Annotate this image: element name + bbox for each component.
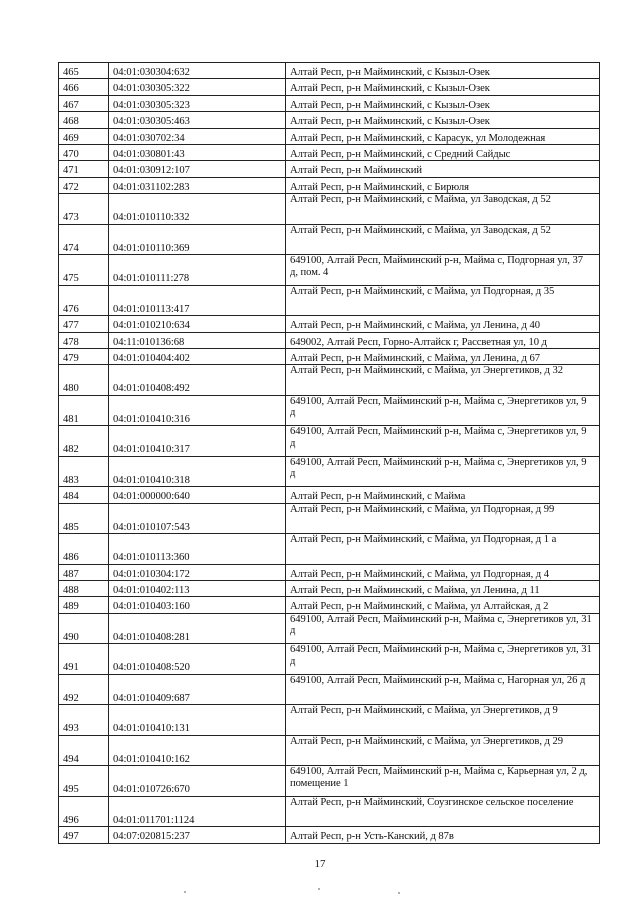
table-row xyxy=(59,365,600,396)
cadastral-number: 04:01:030305:463 xyxy=(109,112,286,128)
row-number: 469 xyxy=(59,128,109,144)
row-number: 475 xyxy=(59,255,109,286)
row-number: 492 xyxy=(59,674,109,705)
table-row xyxy=(59,112,600,128)
row-number: 483 xyxy=(59,456,109,487)
cadastral-number: 04:01:011701:1124 xyxy=(109,796,286,827)
row-number: 488 xyxy=(59,581,109,597)
table-row xyxy=(59,395,600,426)
cadastral-number: 04:11:010136:68 xyxy=(109,332,286,348)
address: 649002, Алтай Респ, Горно-Алтайск г, Рассветная ул, 10 д xyxy=(286,332,600,348)
address: Алтай Респ, р-н Майминский, с Майма xyxy=(286,487,600,503)
row-number: 494 xyxy=(59,735,109,766)
row-number: 478 xyxy=(59,332,109,348)
cadastral-number: 04:01:030305:323 xyxy=(109,95,286,111)
cadastral-number: 04:01:010404:402 xyxy=(109,348,286,364)
table-row xyxy=(59,255,600,286)
address: Алтай Респ, р-н Майминский, с Карасук, ул Молодежная xyxy=(286,128,600,144)
address: Алтай Респ, р-н Майминский xyxy=(286,161,600,177)
table-row xyxy=(59,827,600,843)
table-row xyxy=(59,674,600,705)
address: Алтай Респ, р-н Майминский, с Кызыл-Озек xyxy=(286,79,600,95)
row-number: 495 xyxy=(59,766,109,797)
address: Алтай Респ, р-н Майминский, с Майма, ул Энергетиков, д 29 xyxy=(286,735,600,766)
row-number: 486 xyxy=(59,534,109,565)
table-row xyxy=(59,503,600,534)
cadastral-number: 04:01:010107:543 xyxy=(109,503,286,534)
table-row xyxy=(59,564,600,580)
table-row xyxy=(59,79,600,95)
cadastral-number: 04:01:010111:278 xyxy=(109,255,286,286)
cadastral-table xyxy=(58,62,600,844)
address: Алтай Респ, р-н Майминский, с Майма, ул Заводская, д 52 xyxy=(286,194,600,225)
address: Алтай Респ, р-н Майминский, с Майма, ул Подгорная, д 35 xyxy=(286,285,600,316)
address: Алтай Респ, р-н Майминский, с Бирюля xyxy=(286,177,600,193)
cadastral-number: 04:01:010113:360 xyxy=(109,534,286,565)
table-row xyxy=(59,224,600,255)
address: Алтай Респ, р-н Майминский, с Майма, ул Ленина, д 11 xyxy=(286,581,600,597)
row-number: 474 xyxy=(59,224,109,255)
row-number: 470 xyxy=(59,144,109,160)
row-number: 467 xyxy=(59,95,109,111)
address: Алтай Респ, р-н Майминский, с Майма, ул Подгорная, д 4 xyxy=(286,564,600,580)
row-number: 465 xyxy=(59,63,109,79)
row-number: 496 xyxy=(59,796,109,827)
table-row xyxy=(59,63,600,79)
row-number: 473 xyxy=(59,194,109,225)
address: Алтай Респ, р-н Майминский, с Майма, ул Энергетиков, д 32 xyxy=(286,365,600,396)
row-number: 493 xyxy=(59,705,109,736)
cadastral-number: 04:01:010110:369 xyxy=(109,224,286,255)
row-number: 479 xyxy=(59,348,109,364)
row-number: 497 xyxy=(59,827,109,843)
cadastral-number: 04:01:030304:632 xyxy=(109,63,286,79)
table-row xyxy=(59,735,600,766)
address: Алтай Респ, р-н Майминский, с Майма, ул Подгорная, д 1 а xyxy=(286,534,600,565)
row-number: 481 xyxy=(59,395,109,426)
cadastral-number: 04:01:010410:318 xyxy=(109,456,286,487)
cadastral-number: 04:01:010110:332 xyxy=(109,194,286,225)
row-number: 477 xyxy=(59,316,109,332)
cadastral-number: 04:01:010210:634 xyxy=(109,316,286,332)
row-number: 489 xyxy=(59,597,109,613)
table-row xyxy=(59,534,600,565)
address: Алтай Респ, р-н Майминский, с Кызыл-Озек xyxy=(286,63,600,79)
address: 649100, Алтай Респ, Майминский р-н, Майма с, Подгорная ул, 37 д, пом. 4 xyxy=(286,255,600,286)
cadastral-number: 04:01:030801:43 xyxy=(109,144,286,160)
cadastral-number: 04:01:010402:113 xyxy=(109,581,286,597)
table-row xyxy=(59,705,600,736)
table-row xyxy=(59,644,600,675)
address: 649100, Алтай Респ, Майминский р-н, Майма с, Карьерная ул, 2 д, помещение 1 xyxy=(286,766,600,797)
table-row xyxy=(59,597,600,613)
address: 649100, Алтай Респ, Майминский р-н, Майма с, Энергетиков ул, 9 д xyxy=(286,456,600,487)
address: Алтай Респ, р-н Майминский, с Кызыл-Озек xyxy=(286,112,600,128)
table-row xyxy=(59,487,600,503)
address: 649100, Алтай Респ, Майминский р-н, Майма с, Нагорная ул, 26 д xyxy=(286,674,600,705)
table-row xyxy=(59,348,600,364)
cadastral-number: 04:01:031102:283 xyxy=(109,177,286,193)
table-row xyxy=(59,316,600,332)
row-number: 468 xyxy=(59,112,109,128)
cadastral-number: 04:01:030912:107 xyxy=(109,161,286,177)
row-number: 466 xyxy=(59,79,109,95)
row-number: 471 xyxy=(59,161,109,177)
cadastral-number: 04:01:030702:34 xyxy=(109,128,286,144)
address: 649100, Алтай Респ, Майминский р-н, Майма с, Энергетиков ул, 9 д xyxy=(286,395,600,426)
table-row xyxy=(59,128,600,144)
row-number: 484 xyxy=(59,487,109,503)
row-number: 485 xyxy=(59,503,109,534)
table-row xyxy=(59,194,600,225)
row-number: 472 xyxy=(59,177,109,193)
page-number: 17 xyxy=(314,858,326,870)
table-row xyxy=(59,95,600,111)
address: 649100, Алтай Респ, Майминский р-н, Майма с, Энергетиков ул, 31 д xyxy=(286,644,600,675)
address: Алтай Респ, р-н Майминский, с Майма, ул Энергетиков, д 9 xyxy=(286,705,600,736)
address: Алтай Респ, р-н Майминский, с Майма, ул Алтайская, д 2 xyxy=(286,597,600,613)
cadastral-number: 04:01:010410:316 xyxy=(109,395,286,426)
address: 649100, Алтай Респ, Майминский р-н, Майма с, Энергетиков ул, 9 д xyxy=(286,426,600,457)
table-row xyxy=(59,161,600,177)
cadastral-number: 04:01:010113:417 xyxy=(109,285,286,316)
cadastral-number: 04:01:010304:172 xyxy=(109,564,286,580)
cadastral-number: 04:01:010410:162 xyxy=(109,735,286,766)
table-row xyxy=(59,144,600,160)
cadastral-number: 04:01:010408:281 xyxy=(109,613,286,644)
table-row xyxy=(59,332,600,348)
address: Алтай Респ, р-н Майминский, Соузгинское сельское поселение xyxy=(286,796,600,827)
cadastral-number: 04:01:000000:640 xyxy=(109,487,286,503)
cadastral-number: 04:01:030305:322 xyxy=(109,79,286,95)
table-row xyxy=(59,613,600,644)
scan-speck xyxy=(318,888,320,890)
address: Алтай Респ, р-н Майминский, с Кызыл-Озек xyxy=(286,95,600,111)
row-number: 487 xyxy=(59,564,109,580)
table-row xyxy=(59,581,600,597)
row-number: 482 xyxy=(59,426,109,457)
table-row xyxy=(59,426,600,457)
row-number: 490 xyxy=(59,613,109,644)
scan-speck xyxy=(184,891,186,893)
table-row xyxy=(59,285,600,316)
cadastral-number: 04:01:010726:670 xyxy=(109,766,286,797)
row-number: 476 xyxy=(59,285,109,316)
address: Алтай Респ, р-н Майминский, с Майма, ул Ленина, д 40 xyxy=(286,316,600,332)
cadastral-number: 04:07:020815:237 xyxy=(109,827,286,843)
table-row xyxy=(59,766,600,797)
scan-speck xyxy=(398,892,400,894)
table-row xyxy=(59,456,600,487)
table-row xyxy=(59,177,600,193)
cadastral-number: 04:01:010408:520 xyxy=(109,644,286,675)
address: Алтай Респ, р-н Майминский, с Майма, ул Заводская, д 52 xyxy=(286,224,600,255)
row-number: 480 xyxy=(59,365,109,396)
cadastral-number: 04:01:010408:492 xyxy=(109,365,286,396)
row-number: 491 xyxy=(59,644,109,675)
address: Алтай Респ, р-н Усть-Канский, д 87в xyxy=(286,827,600,843)
cadastral-number: 04:01:010403:160 xyxy=(109,597,286,613)
address: Алтай Респ, р-н Майминский, с Майма, ул Ленина, д 67 xyxy=(286,348,600,364)
address: Алтай Респ, р-н Майминский, с Средний Сайдыс xyxy=(286,144,600,160)
cadastral-number: 04:01:010410:131 xyxy=(109,705,286,736)
cadastral-number: 04:01:010410:317 xyxy=(109,426,286,457)
table-row xyxy=(59,796,600,827)
address: 649100, Алтай Респ, Майминский р-н, Майма с, Энергетиков ул, 31 д xyxy=(286,613,600,644)
cadastral-number: 04:01:010409:687 xyxy=(109,674,286,705)
address: Алтай Респ, р-н Майминский, с Майма, ул Подгорная, д 99 xyxy=(286,503,600,534)
